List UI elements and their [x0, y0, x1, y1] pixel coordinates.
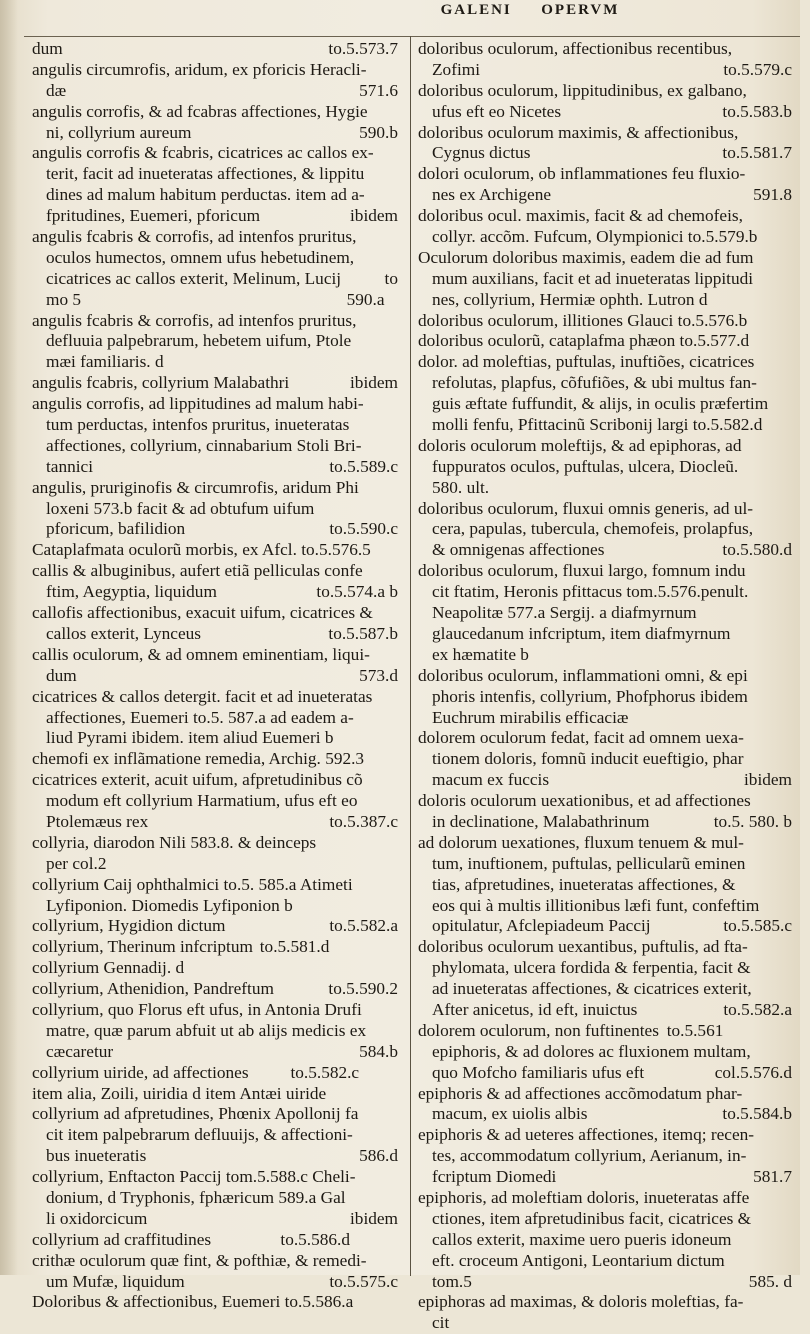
index-reference: to [384, 268, 398, 288]
index-entry-text: callos exterit, Lynceus [46, 623, 201, 643]
index-line [418, 875, 792, 896]
index-line [418, 958, 792, 979]
index-line [418, 519, 792, 540]
index-entry-text: tum perductas, intenfos pruritus, inueteratas [46, 415, 350, 435]
index-reference: to.5.573.7 [328, 39, 398, 58]
index-entry-text: collyrium ad craffitudines [32, 1229, 212, 1249]
index-entry-text: angulis circumrofis, aridum, ex pforicis Heracli- [32, 59, 367, 79]
index-entry-text: fuppuratos oculos, puftulas, ulcera, Diocleũ. [432, 456, 739, 476]
index-entry-text: oculos humectos, omnem ufus hebetudinem, [46, 247, 355, 267]
index-line [418, 561, 792, 582]
index-entry-text: fcriptum Diomedi [432, 1167, 557, 1187]
index-line [418, 1104, 792, 1125]
index-entry-text: affectiones, Euemeri to.5. 587.a ad eadem a- [46, 707, 354, 727]
index-entry-text: doloribus ocul. maximis, facit & ad chemofeis, [418, 206, 743, 226]
index-reference: to.5.561 [666, 1020, 724, 1040]
index-entry-text: um Mufæ, liquidum [46, 1271, 185, 1291]
index-entry-text: angulis corrofis, ad lippitudines ad malum habi- [32, 394, 364, 414]
index-reference: to.5. 580. b [713, 811, 792, 831]
index-entry-text: doloribus oculorum maximis, & affectionibus, [418, 122, 739, 142]
index-line [32, 143, 398, 164]
index-reference: 585. d [748, 1271, 792, 1291]
index-entry-text: glaucedanum infcriptum, item diafmyrnum [432, 623, 731, 643]
index-entry-text: dolor. ad moleftias, puftulas, inuftiões, cicatrices [418, 352, 755, 372]
index-reference: to.5.582.c [290, 1062, 360, 1082]
index-entry-text: quo Mofcho familiaris ufus eft [432, 1062, 645, 1082]
index-line [418, 979, 792, 1000]
index-line [32, 1104, 398, 1125]
index-entry-text: angulis, pruriginofis & circumrofis, aridum Phi [32, 477, 359, 497]
index-entry-text: chemofi ex inflãmatione remedia, Archig. 592.3 [32, 749, 365, 769]
index-line [32, 1021, 398, 1042]
index-line [418, 352, 792, 373]
index-line [418, 206, 792, 227]
index-entry-text: cit [432, 1313, 450, 1333]
index-entry-text: collyrium, Hygidion dictum [32, 916, 226, 936]
index-line [32, 248, 398, 269]
index-entry-text: doloribus oculorum, illitiones Glauci to.5.576.b [418, 310, 748, 330]
index-line [32, 1063, 398, 1084]
index-entry-text: Oculorum doloribus maximis, eadem die ad fum [418, 247, 754, 267]
index-line [32, 499, 398, 520]
index-entry-text: doloribus oculorũ, cataplafma phæon to.5.577.d [418, 331, 750, 351]
index-entry-text: tom.5 [432, 1271, 472, 1291]
index-line [418, 39, 792, 60]
index-entry-text: collyrium, Therinum infcriptum [32, 937, 253, 957]
index-line [32, 791, 398, 812]
index-line [32, 896, 398, 917]
index-line [418, 415, 792, 436]
index-entry-text: collyrium uiride, ad affectiones [32, 1062, 249, 1082]
index-line [418, 102, 792, 123]
index-entry-text: mæi familiaris. d [46, 352, 164, 372]
index-entry-text: doloris oculorum uexationibus, et ad affectiones [418, 791, 751, 811]
index-entry-text: callis oculorum, & ad omnem eminentiam, liqui- [32, 644, 370, 664]
index-line [32, 1251, 398, 1272]
index-line [418, 1251, 792, 1272]
index-entry-text: matre, quæ parum abfuit ut ab alijs medicis ex [46, 1020, 367, 1040]
index-line [32, 875, 398, 896]
index-line [418, 1021, 792, 1042]
index-line [32, 1272, 398, 1293]
index-line [32, 227, 398, 248]
index-entry-text: collyrium Caij ophthalmici to.5. 585.a Atimeti [32, 874, 353, 894]
index-reference: to.5.582.a [723, 999, 792, 1019]
index-line [418, 896, 792, 917]
index-entry-text: Euchrum mirabilis efficaciæ [432, 707, 629, 727]
index-entry-text: collyrium, quo Florus eft ufus, in Antonia Drufi [32, 999, 362, 1019]
index-reference: 573.d [359, 665, 398, 685]
index-line [418, 728, 792, 749]
index-line [32, 958, 398, 979]
index-entry-text: terit, facit ad inueteratas affectiones, & lippitu [46, 164, 365, 184]
index-entry-text: ctiones, item afpretudinibus facit, cicatrices & [432, 1208, 752, 1228]
index-line [418, 812, 792, 833]
index-line [32, 937, 398, 958]
index-entry-text: collyr. accõm. Fufcum, Olympionici to.5.579.b [432, 227, 758, 247]
index-entry-text: callis & albuginibus, aufert etiã pelliculas confe [32, 561, 363, 581]
index-entry-text: angulis fcabris, collyrium Malabathri [32, 373, 290, 393]
index-entry-text: angulis fcabris & corrofis, ad intenfos pruritus, [32, 227, 357, 247]
index-line [32, 1146, 398, 1167]
index-line [32, 352, 398, 373]
index-entry-text: collyrium, Enftacton Paccij tom.5.588.c Cheli- [32, 1167, 356, 1187]
index-line [32, 603, 398, 624]
index-entry-text: modum eft collyrium Harmatium, ufus eft eo [46, 791, 358, 811]
index-reference: ibidem [350, 206, 398, 226]
index-entry-text: Lyfiponion. Diomedis Lyfiponion b [46, 895, 293, 915]
index-reference: ibidem [744, 770, 792, 790]
index-line [418, 1146, 792, 1167]
index-line [418, 457, 792, 478]
index-line [418, 1084, 792, 1105]
index-entry-text: cæcaretur [46, 1041, 114, 1061]
index-reference: 590.a [346, 289, 385, 309]
index-line [418, 164, 792, 185]
left-column [32, 39, 398, 1313]
index-line [32, 1167, 398, 1188]
index-entry-text: dolorem oculorum fedat, facit ad omnem uexa- [418, 728, 744, 748]
index-line [32, 708, 398, 729]
index-line [418, 770, 792, 791]
index-line [418, 60, 792, 81]
index-line [32, 624, 398, 645]
index-reference: to.5.581.7 [722, 143, 792, 163]
index-reference: to.5.580.d [722, 540, 792, 560]
index-entry-text: bus inueteratis [46, 1146, 147, 1166]
index-reference: to.5.583.b [722, 101, 792, 121]
index-line [418, 1042, 792, 1063]
index-entry-text: ad dolorum uexationes, fluxum tenuem & mul- [418, 832, 744, 852]
index-line [32, 561, 398, 582]
index-line [32, 164, 398, 185]
index-line [32, 206, 398, 227]
index-entry-text: mo 5 [46, 289, 82, 309]
index-entry-text: cera, papulas, tubercula, chemofeis, prolapfus, [432, 519, 754, 539]
index-line [418, 540, 792, 561]
index-line [418, 687, 792, 708]
index-line [32, 457, 398, 478]
index-line [32, 1188, 398, 1209]
index-line [418, 143, 792, 164]
index-entry-text: nes, collyrium, Hermiæ ophth. Lutron d [432, 289, 708, 309]
index-entry-text: callos exterit, maxime uero pueris idoneum [432, 1229, 732, 1249]
index-entry-text: dolorem oculorum, non fuftinentes [418, 1020, 659, 1040]
index-entry-text: cicatrices exterit, acuit uifum, afpretudinibus cõ [32, 770, 363, 790]
index-entry-text: 580. ult. [432, 477, 490, 497]
index-entry-text: defluuia palpebrarum, hebetem uifum, Ptole [46, 331, 352, 351]
index-line [418, 436, 792, 457]
index-line [418, 708, 792, 729]
running-head-word-1: GALENI [440, 2, 512, 18]
index-line [418, 1292, 792, 1313]
index-entry-text: fpritudines, Euemeri, pforicum [46, 206, 261, 226]
index-entry-text: cit ftatim, Heronis pfittacus tom.5.576.penult. [432, 582, 749, 602]
index-line [32, 854, 398, 875]
index-entry-text: donium, d Tryphonis, fphæricum 589.a Gal [46, 1187, 346, 1207]
index-entry-text: liud Pyrami ibidem. item aliud Euemeri b [46, 728, 334, 748]
index-entry-text: tias, afpretudines, inueteratas affectiones, & [432, 874, 736, 894]
index-entry-text: cicatrices ac callos exterit, Melinum, Lucij [46, 268, 342, 288]
index-entry-text: dæ [46, 80, 67, 100]
index-line [32, 687, 398, 708]
index-entry-text: in declinatione, Malabathrinum [432, 811, 650, 831]
index-line [32, 311, 398, 332]
index-line [418, 645, 792, 666]
index-entry-text: tum, inuftionem, puftulas, pellicularũ eminen [432, 853, 746, 873]
index-entry-text: Ptolemæus rex [46, 811, 149, 831]
index-entry-text: ex hæmatite b [432, 644, 529, 664]
index-entry-text: angulis corrofis & fcabris, cicatrices ac callos ex- [32, 143, 374, 163]
index-reference: 584.b [359, 1041, 398, 1061]
index-entry-text: refolutas, plapfus, cõfufiões, & ubi multus fan- [432, 373, 757, 393]
index-line [418, 1063, 792, 1084]
index-reference: to.5.584.b [722, 1104, 792, 1124]
index-entry-text: per col.2 [46, 853, 107, 873]
index-entry-text: cit item palpebrarum defluuijs, & affectioni- [46, 1125, 353, 1145]
header-rule [24, 36, 800, 37]
index-entry-text: tionem doloris, fomnũ inducit eueftigio, phar [432, 749, 744, 769]
index-entry-text: crithæ oculorum quæ fint, & pofthiæ, & remedi- [32, 1250, 367, 1270]
index-entry-text: epiphoris, ad moleftiam doloris, inueteratas affe [418, 1187, 750, 1207]
index-entry-text: ni, collyrium aureum [46, 122, 192, 142]
index-line [418, 478, 792, 499]
index-entry-text: nes ex Archigene [432, 185, 552, 205]
index-line [32, 60, 398, 81]
index-entry-text: doloribus oculorum, fluxui largo, fomnum indu [418, 561, 746, 581]
index-line [32, 979, 398, 1000]
index-entry-text: collyrium, Athenidion, Pandreftum [32, 979, 274, 999]
index-line [32, 81, 398, 102]
index-line [418, 499, 792, 520]
index-line [418, 1313, 792, 1334]
index-entry-text: epiphoris & ad affectiones accõmodatum phar- [418, 1083, 743, 1103]
index-entry-text: angulis fcabris & corrofis, ad intenfos pruritus, [32, 310, 357, 330]
index-line [418, 81, 792, 102]
index-entry-text: eft. croceum Antigoni, Leontarium dictum [432, 1250, 725, 1270]
index-reference: to.5.587.b [328, 623, 398, 643]
index-line [418, 749, 792, 770]
index-entry-text: callofis affectionibus, exacuit uifum, cicatrices & [32, 603, 373, 623]
index-line [418, 1000, 792, 1021]
index-entry-text: dum [46, 665, 77, 685]
index-line [418, 227, 792, 248]
index-line [32, 770, 398, 791]
index-line [418, 1188, 792, 1209]
right-column [418, 39, 792, 1334]
index-entry-text: & omnigenas affectiones [432, 540, 605, 560]
index-entry-text: tannici [46, 456, 94, 476]
index-line [418, 1167, 792, 1188]
index-line [418, 248, 792, 269]
index-line [32, 1084, 398, 1105]
index-entry-text: tes, accommodatum collyrium, Aerianum, in- [432, 1146, 747, 1166]
index-entry-text: Zofimi [432, 59, 480, 79]
index-line [32, 331, 398, 352]
index-entry-text: doloribus oculorum uexantibus, puftulis, ad fta- [418, 937, 748, 957]
index-line [32, 123, 398, 144]
index-entry-text: phylomata, ulcera fordida & ferpentia, facit & [432, 958, 751, 978]
index-entry-text: item alia, Zoili, uiridia d item Antæi uiride [32, 1083, 327, 1103]
index-line [418, 603, 792, 624]
index-line [32, 582, 398, 603]
index-line [32, 1000, 398, 1021]
index-entry-text: angulis corrofis, & ad fcabras affectiones, Hygie [32, 101, 368, 121]
index-line [418, 269, 792, 290]
index-line [32, 415, 398, 436]
index-reference: 581.7 [753, 1167, 792, 1187]
page-edge-shadow [0, 0, 18, 1275]
index-entry-text: pforicum, bafilidion [46, 519, 186, 539]
index-line [32, 728, 398, 749]
index-line [32, 1230, 398, 1251]
index-entry-text: ufus eft eo Nicetes [432, 101, 562, 121]
index-entry-text: doloribus oculorum, affectionibus recentibus, [418, 39, 733, 58]
index-entry-text: collyrium Gennadij. d [32, 958, 185, 978]
index-reference: to.5.575.c [329, 1271, 398, 1291]
column-divider [410, 36, 411, 1276]
index-line [32, 749, 398, 770]
index-line [418, 791, 792, 812]
index-reference: to.5.590.c [329, 519, 398, 539]
index-line [418, 666, 792, 687]
index-entry-text: collyrium ad afpretudines, Phœnix Apollonij fa [32, 1104, 359, 1124]
index-entry-text: mum auxilians, facit et ad inueteratas lippitudi [432, 268, 754, 288]
index-line [32, 540, 398, 561]
index-line [32, 269, 398, 290]
running-head [250, 2, 810, 19]
index-reference: 586.d [359, 1146, 398, 1166]
index-line [418, 937, 792, 958]
index-line [418, 331, 792, 352]
index-line [418, 1209, 792, 1230]
index-line [418, 624, 792, 645]
index-entry-text: Cygnus dictus [432, 143, 531, 163]
index-line [32, 1292, 398, 1313]
index-line [418, 123, 792, 144]
index-entry-text: After anicetus, id eft, inuictus [432, 999, 638, 1019]
running-head-word-2: OPERVM [541, 2, 620, 18]
index-line [32, 290, 398, 311]
index-entry-text: ad inueteratas affectiones, & cicatrices exterit, [432, 979, 752, 999]
index-reference: ibidem [350, 373, 398, 393]
index-entry-text: molli fenfu, Pfittacinũ Scribonij largi to.5.582.d [432, 415, 763, 435]
index-reference: to.5.586.d [280, 1229, 350, 1249]
index-entry-text: cicatrices & callos detergit. facit et ad inueteratas [32, 686, 373, 706]
index-line [418, 1125, 792, 1146]
index-line [418, 854, 792, 875]
index-line [32, 833, 398, 854]
index-entry-text: ftim, Aegyptia, liquidum [46, 582, 217, 602]
index-entry-text: opitulatur, Afclepiadeum Paccij [432, 916, 651, 936]
index-entry-text: epiphoris, & ad dolores ac fluxionem multam, [432, 1041, 751, 1061]
index-reference: 590.b [359, 122, 398, 142]
index-reference: to.5.579.c [723, 59, 792, 79]
index-entry-text: epiphoris & ad ueteres affectiones, itemq; recen- [418, 1125, 755, 1145]
index-entry-text: doloris oculorum moleftijs, & ad epiphoras, ad [418, 435, 742, 455]
index-line [418, 1230, 792, 1251]
index-entry-text: dum [32, 39, 63, 58]
index-reference: to.5.589.c [329, 456, 398, 476]
index-line [418, 833, 792, 854]
index-reference: to.5.387.c [329, 811, 398, 831]
index-reference: to.5.581.d [259, 937, 330, 957]
index-line [32, 373, 398, 394]
index-line [32, 39, 398, 60]
index-line [418, 1272, 792, 1293]
index-line [32, 394, 398, 415]
index-reference: to.5.590.2 [328, 979, 398, 999]
index-line [32, 519, 398, 540]
index-entry-text: guis æftate fuffundit, & alijs, in oculis præfertim [432, 394, 769, 414]
index-line [32, 1042, 398, 1063]
index-line [32, 812, 398, 833]
index-entry-text: Neapolitæ 577.a Sergij. a diafmyrnum [432, 603, 697, 623]
index-line [32, 185, 398, 206]
index-entry-text: dines ad malum habitum perductas. item ad a- [46, 185, 365, 205]
index-entry-text: Doloribus & affectionibus, Euemeri to.5.586.a [32, 1292, 354, 1312]
index-entry-text: macum, ex uiolis albis [432, 1104, 588, 1124]
index-reference: to.5.582.a [329, 916, 398, 936]
index-entry-text: collyria, diarodon Nili 583.8. & deinceps [32, 832, 317, 852]
index-line [32, 1209, 398, 1230]
index-line [418, 394, 792, 415]
index-entry-text: eos qui à multis illitionibus læfi funt, confeftim [432, 895, 760, 915]
index-line [32, 436, 398, 457]
index-entry-text: dolori oculorum, ob inflammationes feu fluxio- [418, 164, 746, 184]
index-line [418, 311, 792, 332]
index-reference: to.5.585.c [723, 916, 792, 936]
index-line [418, 373, 792, 394]
index-entry-text: doloribus oculorum, fluxui omnis generis, ad ul- [418, 498, 754, 518]
index-line [32, 102, 398, 123]
index-entry-text: Cataplafmata oculorũ morbis, ex Afcl. to.5.576.5 [32, 540, 371, 560]
index-line [418, 185, 792, 206]
index-reference: 571.6 [359, 80, 398, 100]
index-line [418, 916, 792, 937]
index-line [418, 290, 792, 311]
index-reference: col.5.576.d [714, 1062, 792, 1082]
index-entry-text: phoris intenfis, collyrium, Phofphorus ibidem [432, 686, 748, 706]
index-line [32, 916, 398, 937]
index-entry-text: doloribus oculorum, lippitudinibus, ex galbano, [418, 80, 747, 100]
index-line [32, 478, 398, 499]
index-line [32, 666, 398, 687]
index-reference: ibidem [350, 1208, 398, 1228]
index-entry-text: loxeni 573.b facit & ad obtufum uifum [46, 498, 315, 518]
index-entry-text: macum ex fuccis [432, 770, 550, 790]
index-line [418, 582, 792, 603]
index-reference: 591.8 [753, 185, 792, 205]
index-entry-text: affectiones, collyrium, cinnabarium Stoli Bri- [46, 435, 362, 455]
index-line [32, 645, 398, 666]
index-line [32, 1125, 398, 1146]
index-reference: to.5.574.a b [316, 582, 398, 602]
index-entry-text: epiphoras ad maximas, & doloris moleftias, fa- [418, 1292, 744, 1312]
index-entry-text: li oxidorcicum [46, 1208, 148, 1228]
index-entry-text: doloribus oculorum, inflammationi omni, & epi [418, 665, 748, 685]
